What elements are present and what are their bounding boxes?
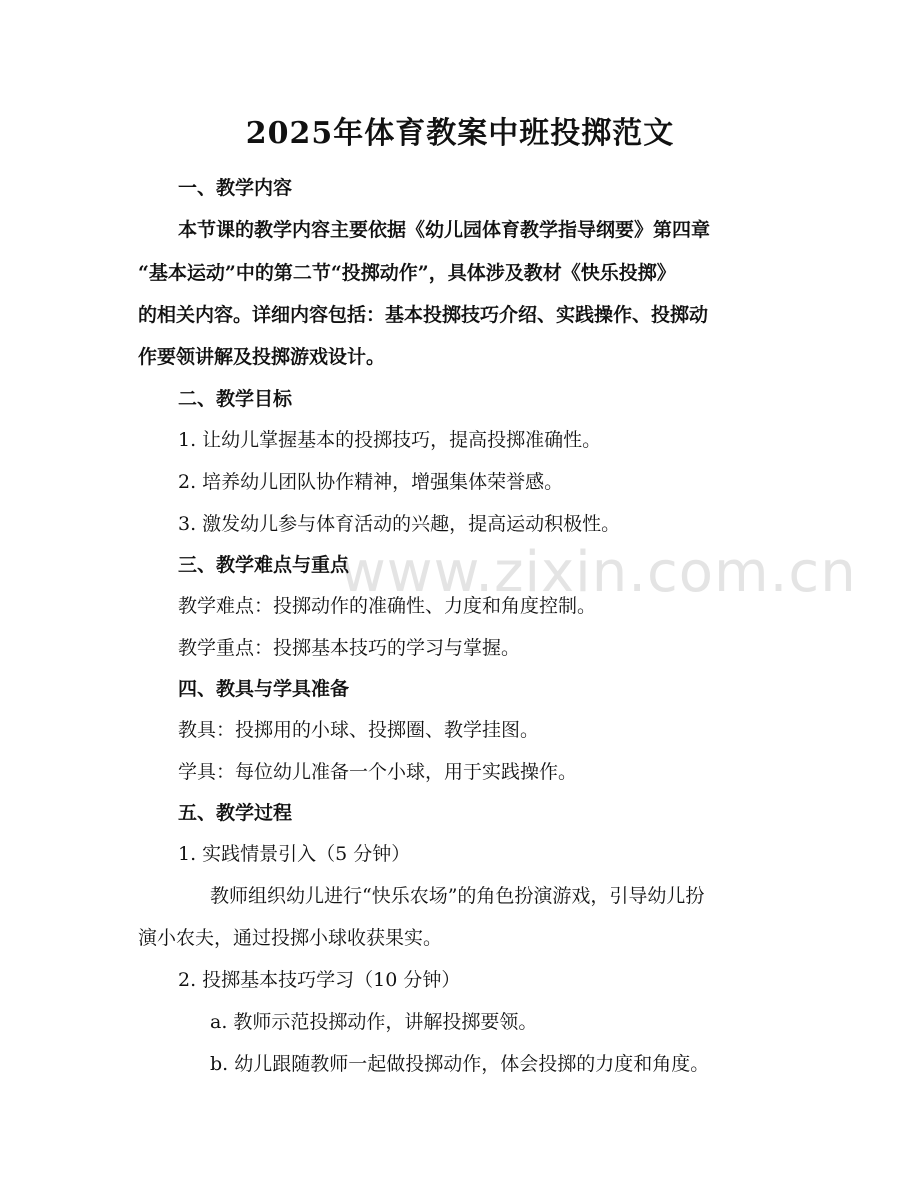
process-substep: a. 教师示范投掷动作，讲解投掷要领。 [210, 1011, 538, 1033]
section-heading-materials: 四、教具与学具准备 [178, 678, 350, 700]
goal-item: 3. 激发幼儿参与体育活动的兴趣，提高运动积极性。 [178, 513, 621, 535]
difficulty-text: 教学难点：投掷动作的准确性、力度和角度控制。 [178, 595, 597, 617]
process-substep: b. 幼儿跟随教师一起做投掷动作，体会投掷的力度和角度。 [210, 1053, 710, 1075]
content-paragraph-line: 作要领讲解及投掷游戏设计。 [138, 346, 386, 368]
learning-aids-text: 学具：每位幼儿准备一个小球，用于实践操作。 [178, 761, 578, 783]
section-heading-goals: 二、教学目标 [178, 388, 293, 410]
content-paragraph-line: “基本运动”中的第二节“投掷动作”，具体涉及教材《快乐投掷》 [138, 262, 676, 284]
teaching-aids-text: 教具：投掷用的小球、投掷圈、教学挂图。 [178, 719, 540, 741]
goal-item: 1. 让幼儿掌握基本的投掷技巧，提高投掷准确性。 [178, 429, 602, 451]
process-step: 2. 投掷基本技巧学习（10 分钟） [178, 969, 461, 991]
goal-item: 2. 培养幼儿团队协作精神，增强集体荣誉感。 [178, 471, 564, 493]
content-paragraph-line: 的相关内容。详细内容包括：基本投掷技巧介绍、实践操作、投掷动 [138, 304, 709, 326]
section-heading-content: 一、教学内容 [178, 177, 293, 199]
watermark: www.zixin.com.cn [340, 540, 857, 605]
document-title: 2025年体育教案中班投掷范文 [245, 116, 675, 151]
process-step: 1. 实践情景引入（5 分钟） [178, 843, 411, 865]
focus-text: 教学重点：投掷基本技巧的学习与掌握。 [178, 637, 521, 659]
section-heading-keypoints: 三、教学难点与重点 [178, 554, 350, 576]
process-step-paragraph-line: 演小农夫，通过投掷小球收获果实。 [138, 927, 443, 949]
process-step-paragraph-line: 教师组织幼儿进行“快乐农场”的角色扮演游戏，引导幼儿扮 [210, 885, 705, 907]
content-paragraph-line: 本节课的教学内容主要依据《幼儿园体育教学指导纲要》第四章 [178, 219, 711, 241]
section-heading-process: 五、教学过程 [178, 802, 293, 824]
